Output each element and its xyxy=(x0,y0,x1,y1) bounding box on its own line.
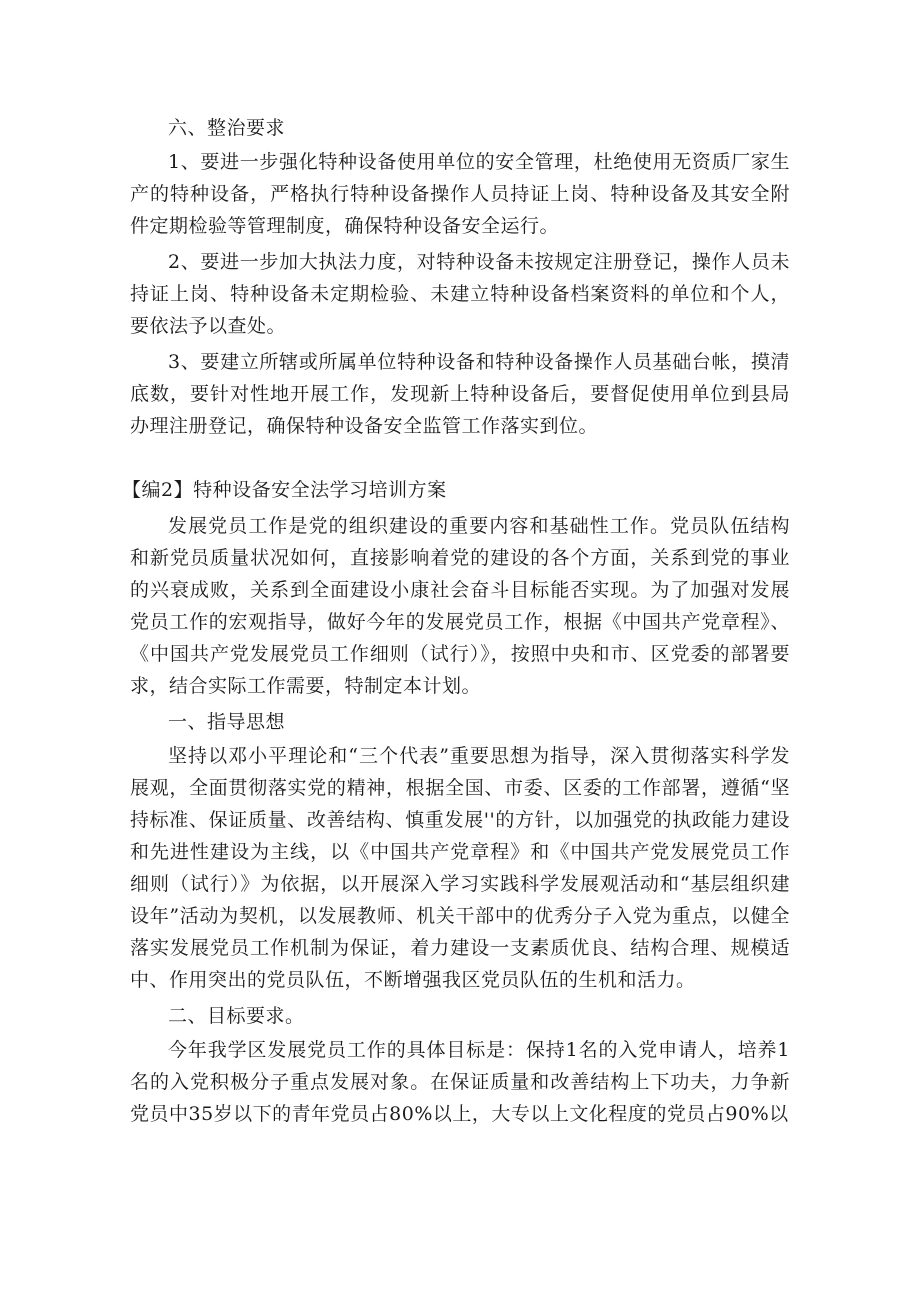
paragraph-goals: 今年我学区发展党员工作的具体目标是：保持1名的入党申请人，培养1名的入党积极分子重点发展对象。在保证质量和改善结构上下功夫，力争新党员中35岁以下的青年党员占80%以上，大专以上文化程度的党员占90%以 xyxy=(130,1039,790,1125)
paragraph-item-2: 2、要进一步加大执法力度，对特种设备未按规定注册登记，操作人员未持证上岗、特种设备未定期检验、未建立特种设备档案资料的单位和个人，要依法予以查处。 xyxy=(130,251,790,337)
paragraph-intro: 发展党员工作是党的组织建设的重要内容和基础性工作。党员队伍结构和新党员质量状况如何，直接影响着党的建设的各个方面，关系到党的事业的兴衰成败，关系到全面建设小康社会奋斗目标能否实现。为了加强对发展党员工作的宏观指导，做好今年的发展党员工作，根据《中国共产党章程》、《中国共产党发展党员工作细则（试行）》，按照中央和市、区党委的部署要求，结合实际工作需要，特制定本计划。 xyxy=(130,515,790,697)
section-heading-rectification: 六、整治要求 xyxy=(168,117,286,139)
section-gap xyxy=(130,446,790,474)
paragraph-guiding: 坚持以邓小平理论和“三个代表”重要思想为指导，深入贯彻落实科学发展观，全面贯彻落实党的精神，根据全国、市委、区委的工作部署，遵循“坚持标准、保证质量、改善结构、慎重发展''的方针，以加强党的执政能力建设和先进性建设为主线，以《中国共产党章程》和《中国共产党发展党员工作细则（试行）》为依据，以开展深入学习实践科学发展观活动和“基层组织建设年”活动为契机，以发展教师、机关干部中的优秀分子入党为重点，以健全落实发展党员工作机制为保证，着力建设一支素质优良、结构合理、规模适中、作用突出的党员队伍，不断增强我区党员队伍的生机和活力。 xyxy=(130,745,790,991)
paragraph-item-3: 3、要建立所辖或所属单位特种设备和特种设备操作人员基础台帐，摸清底数，要针对性地开展工作，发现新上特种设备后，要督促使用单位到县局办理注册登记，确保特种设备安全监管工作落实到位。 xyxy=(130,351,790,437)
paragraph-item-1: 1、要进一步强化特种设备使用单位的安全管理，杜绝使用无资质厂家生产的特种设备，严格执行特种设备操作人员持证上岗、特种设备及其安全附件定期检验等管理制度，确保特种设备安全运行。 xyxy=(130,151,790,237)
section-heading-goals: 二、目标要求。 xyxy=(168,1005,305,1027)
section-heading-guiding: 一、指导思想 xyxy=(168,711,286,733)
article-title: 【编2】特种设备安全法学习培训方案 xyxy=(122,479,447,501)
document-content xyxy=(122,112,790,1134)
